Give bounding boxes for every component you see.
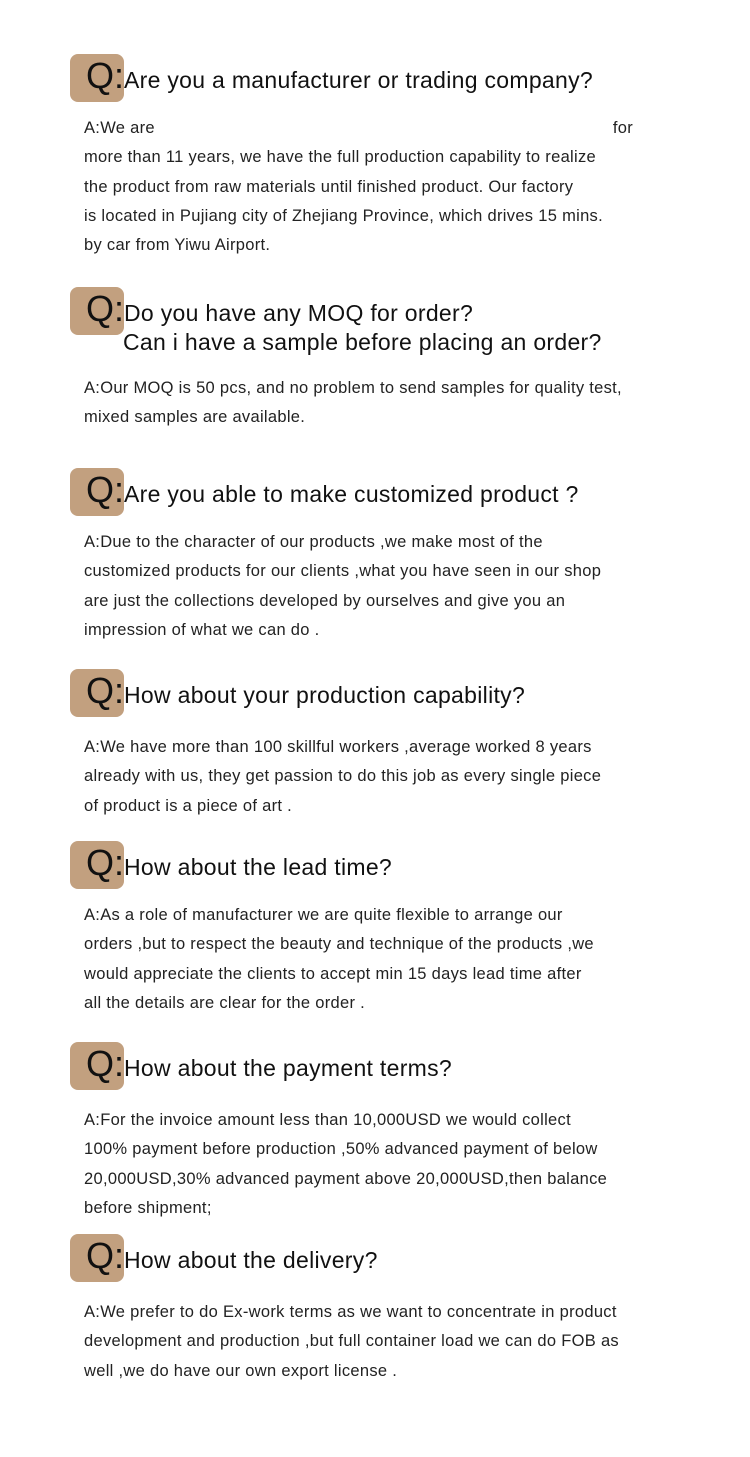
answer-text: [84, 374, 694, 433]
answer-line: would appreciate the clients to accept min 15 days lead time after: [84, 964, 582, 983]
answer-line: mixed samples are available.: [84, 408, 306, 427]
answer-text: [84, 1106, 694, 1223]
answer-line: A:Due to the character of our products ,we make most of the: [84, 533, 543, 551]
faq-item: [0, 669, 750, 815]
answer-line: 20,000USD,30% advanced payment above 20,000USD,then balance: [84, 1169, 608, 1188]
answer-line: of product is a piece of art .: [84, 796, 293, 815]
faq-item: [0, 468, 750, 639]
question-text: How about the payment terms?: [124, 1055, 453, 1081]
answer-text: [84, 1298, 694, 1386]
answer-line: more than 11 years, we have the full production capability to realize: [84, 148, 597, 167]
answer-text: [84, 528, 694, 645]
answer-line: 100% payment before production ,50% advanced payment of below: [84, 1140, 598, 1159]
answer-line: [84, 114, 694, 143]
answer-text: [84, 114, 694, 260]
question-row: [0, 841, 750, 889]
answer-line: by car from Yiwu Airport.: [84, 236, 271, 255]
answer-text: [84, 901, 694, 1018]
question-text: How about your production capability?: [124, 682, 526, 708]
answer-line: already with us, they get passion to do this job as every single piece: [84, 767, 602, 786]
faq-item: [0, 54, 750, 255]
question-text: How about the lead time?: [124, 854, 393, 880]
question-row: [0, 669, 750, 717]
faq-item: [0, 287, 750, 427]
question-text-line2: Can i have a sample before placing an order?: [123, 329, 602, 355]
question-mark: Q:: [86, 1043, 125, 1084]
answer-line: A:We have more than 100 skillful workers ,average worked 8 years: [84, 738, 592, 756]
faq-item: [0, 841, 750, 1012]
question-row: [0, 287, 750, 355]
question-mark: Q:: [86, 469, 125, 510]
answer-line: A:For the invoice amount less than 10,000USD we would collect: [84, 1111, 571, 1129]
answer-line: before shipment;: [84, 1198, 212, 1217]
answer-line: is located in Pujiang city of Zhejiang Province, which drives 15 mins.: [84, 206, 603, 225]
answer-line: all the details are clear for the order .: [84, 993, 366, 1012]
question-text: Do you have any MOQ for order?: [124, 300, 474, 326]
answer-line: well ,we do have our own export license .: [84, 1361, 398, 1380]
question-mark: Q:: [86, 842, 125, 883]
answer-text: [84, 733, 694, 821]
question-mark: Q:: [86, 55, 125, 96]
question-text: Are you able to make customized product ?: [124, 481, 579, 507]
faq-item: [0, 1234, 750, 1380]
question-mark: Q:: [86, 670, 125, 711]
question-row: [0, 468, 750, 516]
answer-line: are just the collections developed by ourselves and give you an: [84, 591, 566, 610]
answer-line: development and production ,but full container load we can do FOB as: [84, 1332, 619, 1351]
faq-item: [0, 1042, 750, 1217]
answer-line: A:Our MOQ is 50 pcs, and no problem to send samples for quality test,: [84, 379, 622, 397]
answer-line: impression of what we can do .: [84, 620, 320, 639]
answer-line-start: A:We are: [84, 119, 155, 137]
question-mark: Q:: [86, 288, 125, 329]
question-row: [0, 1234, 750, 1282]
question-row: [0, 54, 750, 102]
answer-line: customized products for our clients ,what you have seen in our shop: [84, 562, 602, 581]
answer-line: the product from raw materials until finished product. Our factory: [84, 177, 574, 196]
question-text: Are you a manufacturer or trading company?: [124, 67, 594, 93]
question-text: How about the delivery?: [124, 1247, 378, 1273]
answer-line: A:We prefer to do Ex-work terms as we want to concentrate in product: [84, 1303, 617, 1321]
answer-line-end: for: [612, 119, 634, 137]
question-mark: Q:: [86, 1235, 125, 1276]
question-row: [0, 1042, 750, 1090]
answer-line: orders ,but to respect the beauty and technique of the products ,we: [84, 935, 594, 954]
answer-line: A:As a role of manufacturer we are quite flexible to arrange our: [84, 906, 563, 924]
